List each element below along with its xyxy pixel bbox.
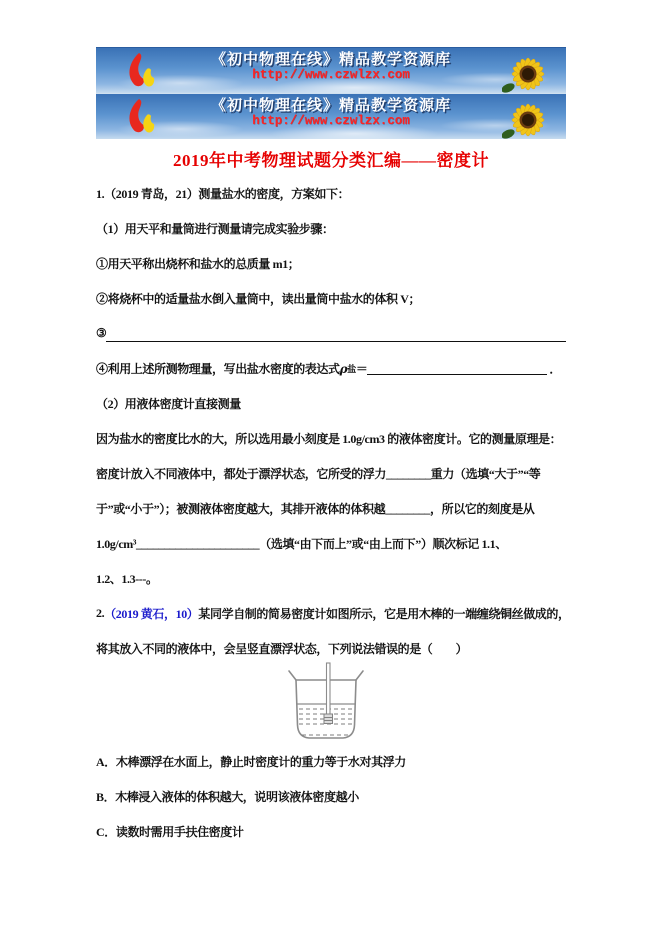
period: ． (549, 362, 562, 376)
part-1-heading: （1）用天平和量筒进行测量请完成实验步骤： (96, 222, 334, 236)
document-body (96, 176, 570, 849)
step-2: ②将烧杯中的适量盐水倒入量筒中，读出量筒中盐水的体积 V； (96, 292, 421, 306)
part2-line: 1.2、1.3---。 (96, 572, 158, 586)
step-4-text: ④利用上述所测物理量，写出盐水密度的表达式 (96, 362, 340, 376)
equals-sign: ＝ (355, 362, 368, 376)
site-banner (96, 47, 566, 139)
rho-subscript: 盐 (347, 364, 356, 374)
exam-citation: （2019 黄石，10） (104, 607, 199, 621)
question-2-line-2: 将其放入不同的液体中，会呈竖直漂浮状态，下列说法错误的是（ ） (96, 642, 468, 656)
rho-symbol: ρ (339, 361, 348, 376)
page-title: 2019年中考物理试题分类汇编——密度计 (173, 151, 489, 170)
banner-strip (96, 93, 566, 139)
banner-site-title: 《初中物理在线》精品教学资源库 (210, 98, 451, 114)
fill-blank-line (106, 341, 566, 342)
figure-hydrometer-in-beaker (96, 666, 566, 744)
part2-line: 1.0g/cm³______________________（选填“由下而上”或“由上而下”）顺次标记 1.1、 (96, 537, 507, 551)
sunflower-icon (502, 52, 548, 93)
part2-line: 密度计放入不同液体中，都处于漂浮状态，它所受的浮力________重力（选填“大于”“等 (96, 467, 541, 481)
wire-coil (324, 714, 333, 724)
beaker-icon (286, 661, 366, 746)
banner-site-url: http://www.czwlzx.com (252, 68, 410, 82)
site-logo-icon (124, 98, 158, 139)
step-4 (96, 351, 566, 386)
option-b: B．木棒浸入液体的体积越大，说明该液体密度越小 (96, 790, 359, 804)
banner-site-title: 《初中物理在线》精品教学资源库 (210, 52, 451, 68)
banner-text-block (166, 96, 496, 129)
option-c: C．读数时需用手扶住密度计 (96, 825, 244, 839)
question-number: 2. (96, 606, 105, 620)
step-3-label: ③ (96, 326, 107, 340)
banner-site-url: http://www.czwlzx.com (252, 114, 410, 128)
option-a: A．木棒漂浮在水面上，静止时密度计的重力等于水对其浮力 (96, 755, 406, 769)
part2-line: 于”或“小于”）；被测液体密度越大，其排开液体的体积越________，所以它的刻度是从 (96, 502, 535, 516)
answer-blank (367, 362, 547, 376)
banner-strip (96, 47, 566, 93)
sunflower-icon (502, 98, 548, 139)
step-1: ①用天平称出烧杯和盐水的总质量 m1； (96, 257, 300, 271)
question-2-line-1 (96, 596, 570, 631)
question-text: 某同学自制的简易密度计如图所示，它是用木棒的一端缠绕铜丝做成的， (198, 607, 570, 621)
question-1-heading: 1.（2019 青岛，21）测量盐水的密度，方案如下： (96, 187, 350, 201)
step-3 (96, 316, 566, 351)
site-logo-icon (124, 52, 158, 93)
part2-line: 因为盐水的密度比水的大，所以选用最小刻度是 1.0g/cm3 的液体密度计。它的测量原理是： (96, 432, 562, 446)
banner-text-block (166, 50, 496, 83)
part-2-heading: （2）用液体密度计直接测量 (96, 397, 241, 411)
